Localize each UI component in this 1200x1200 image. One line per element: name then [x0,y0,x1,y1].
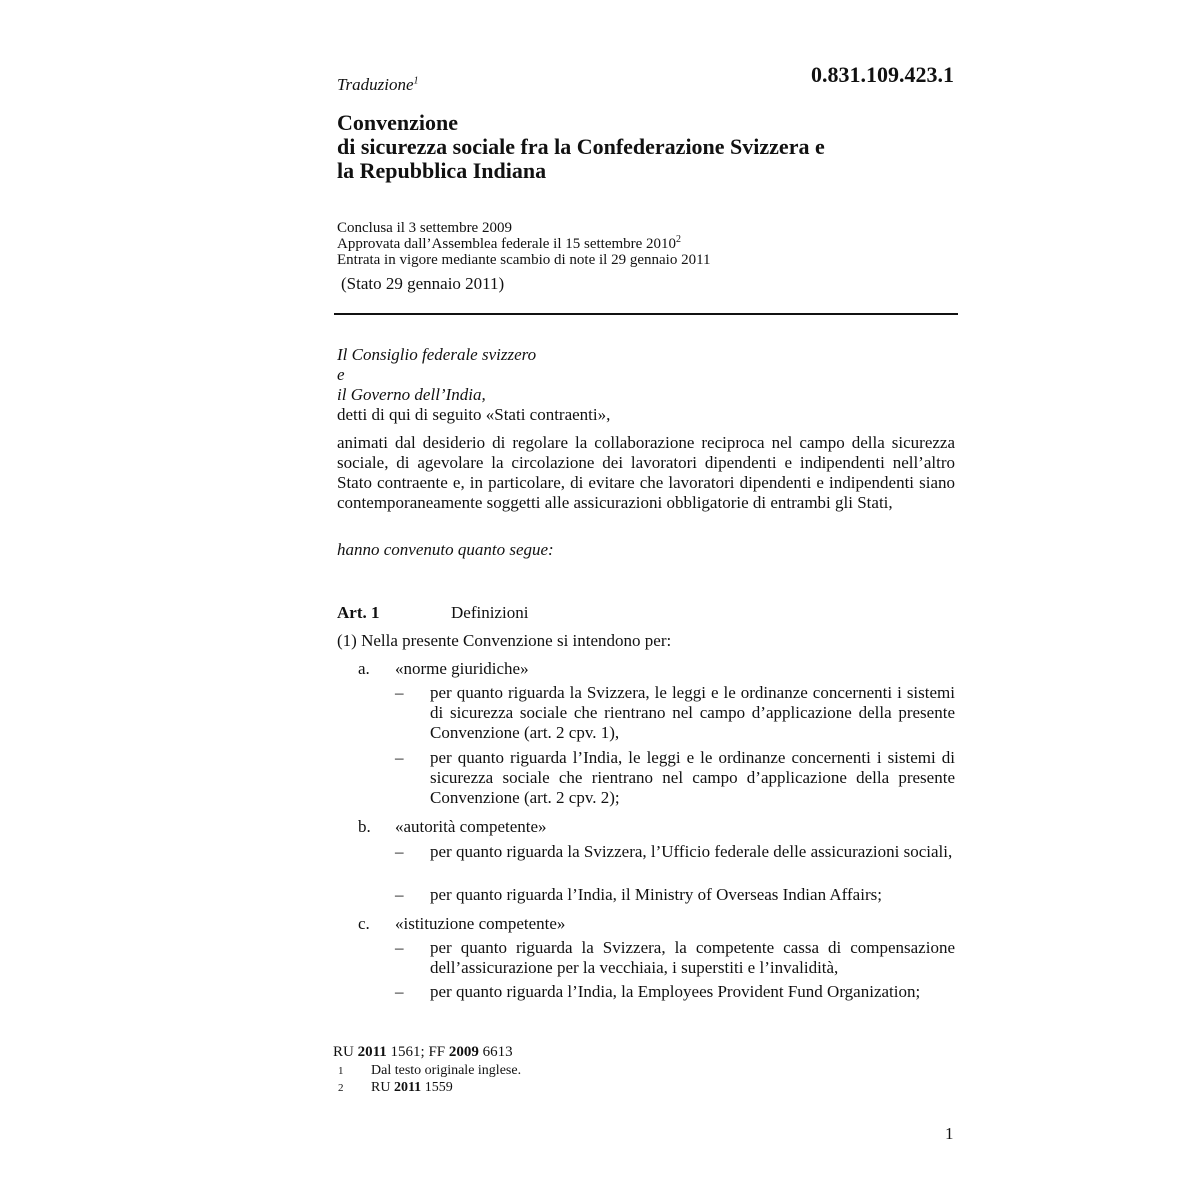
definition-a-switzerland: per quanto riguarda la Svizzera, le leggi e le ordinanze concernenti i sistemi di sicurezza sociale che rientrano nel campo d’applicazione della presente Convenzione (art. 2 cpv. 1), [430,683,955,742]
concluded-date: Conclusa il 3 settembre 2009 [337,220,512,236]
dash-b-1: – [395,842,404,861]
definition-term-b: «autorità competente» [395,817,547,836]
title-line-1: Convenzione [337,110,458,135]
header-divider [334,313,958,315]
dash-b-2: – [395,885,404,904]
definition-letter-a: a. [358,659,370,678]
definition-c-switzerland: per quanto riguarda la Svizzera, la competente cassa di compensazione dell’assicurazione per la vecchiaia, i superstiti e l’invalidità, [430,938,955,977]
agreement-clause: hanno convenuto quanto segue: [337,540,554,559]
footnote-1 [338,1063,522,1079]
article-number: Art. 1 [337,603,380,622]
footnote-2 [338,1080,453,1096]
footnote-ref-1[interactable]: 1 [413,75,419,87]
definition-a-india: per quanto riguarda l’India, le leggi e le ordinanze concernenti i sistemi di sicurezza sociale che rientrano nel campo d’applicazione della presente Convenzione (art. 2 cpv. 2); [430,748,955,807]
footnote-1-number: 1 [338,1065,344,1077]
approved-date: Approvata dall’Assemblea federale il 15 settembre 2010$^2$ [337,234,682,252]
definition-letter-b: b. [358,817,371,836]
footnote-ref-2[interactable]: 2 [676,234,682,245]
translation-label [337,75,419,95]
definition-c-india: per quanto riguarda l’India, la Employees Provident Fund Organization; [430,982,921,1001]
document-title [337,111,957,183]
dash-c-2: – [395,982,404,1001]
definition-term-a: «norme giuridiche» [395,659,529,678]
date-metadata [337,220,711,268]
footnote-2-number: 2 [338,1082,344,1094]
definition-term-c: «istituzione competente» [395,914,566,933]
definition-b-switzerland: per quanto riguarda la Svizzera, l’Ufficio federale delle assicurazioni sociali, [430,842,953,861]
footnote-1-text: Dal testo originale inglese. [371,1063,522,1078]
sr-number: 0.831.109.423.1 [811,62,954,87]
dash-a-2: – [395,748,404,767]
definition-b-india: per quanto riguarda l’India, il Ministry of Overseas Indian Affairs; [430,885,882,904]
conjunction: e [337,365,345,384]
page-number: 1 [945,1124,954,1143]
title-line-3: la Repubblica Indiana [337,158,547,183]
official-references: RU 2011 1561; FF 2009 6613 [333,1044,513,1060]
party-switzerland: Il Consiglio federale svizzero [337,345,537,364]
contracting-states-definition: detti di qui di seguito «Stati contraenti», [337,405,611,424]
footnote-2-text: RU 2011 1559 [371,1080,453,1095]
party-india: il Governo dell’India, [337,385,486,404]
preamble-recital: animati dal desiderio di regolare la collaborazione reciproca nel campo della sicurezza sociale, di agevolare la circolazione dei lavoratori dipendenti e indipendenti nell’altro Stato contraente e, in particolare, di evitare che lavoratori dipendenti e indipendenti siano contemporaneamente soggetti alle assicurazioni obbligatorie di entrambi gli Stati, [337,433,955,512]
paragraph-1-intro: (1) Nella presente Convenzione si intendono per: [337,631,672,650]
translation-word: Traduzione [337,75,414,94]
dash-c-1: – [395,938,404,957]
definition-letter-c: c. [358,914,370,933]
article-title: Definizioni [451,603,529,622]
status-date: (Stato 29 gennaio 2011) [341,274,505,293]
dash-a-1: – [395,683,404,702]
title-line-2: di sicurezza sociale fra la Confederazione Svizzera e [337,134,825,159]
in-force-date: Entrata in vigore mediante scambio di note il 29 gennaio 2011 [337,252,711,268]
